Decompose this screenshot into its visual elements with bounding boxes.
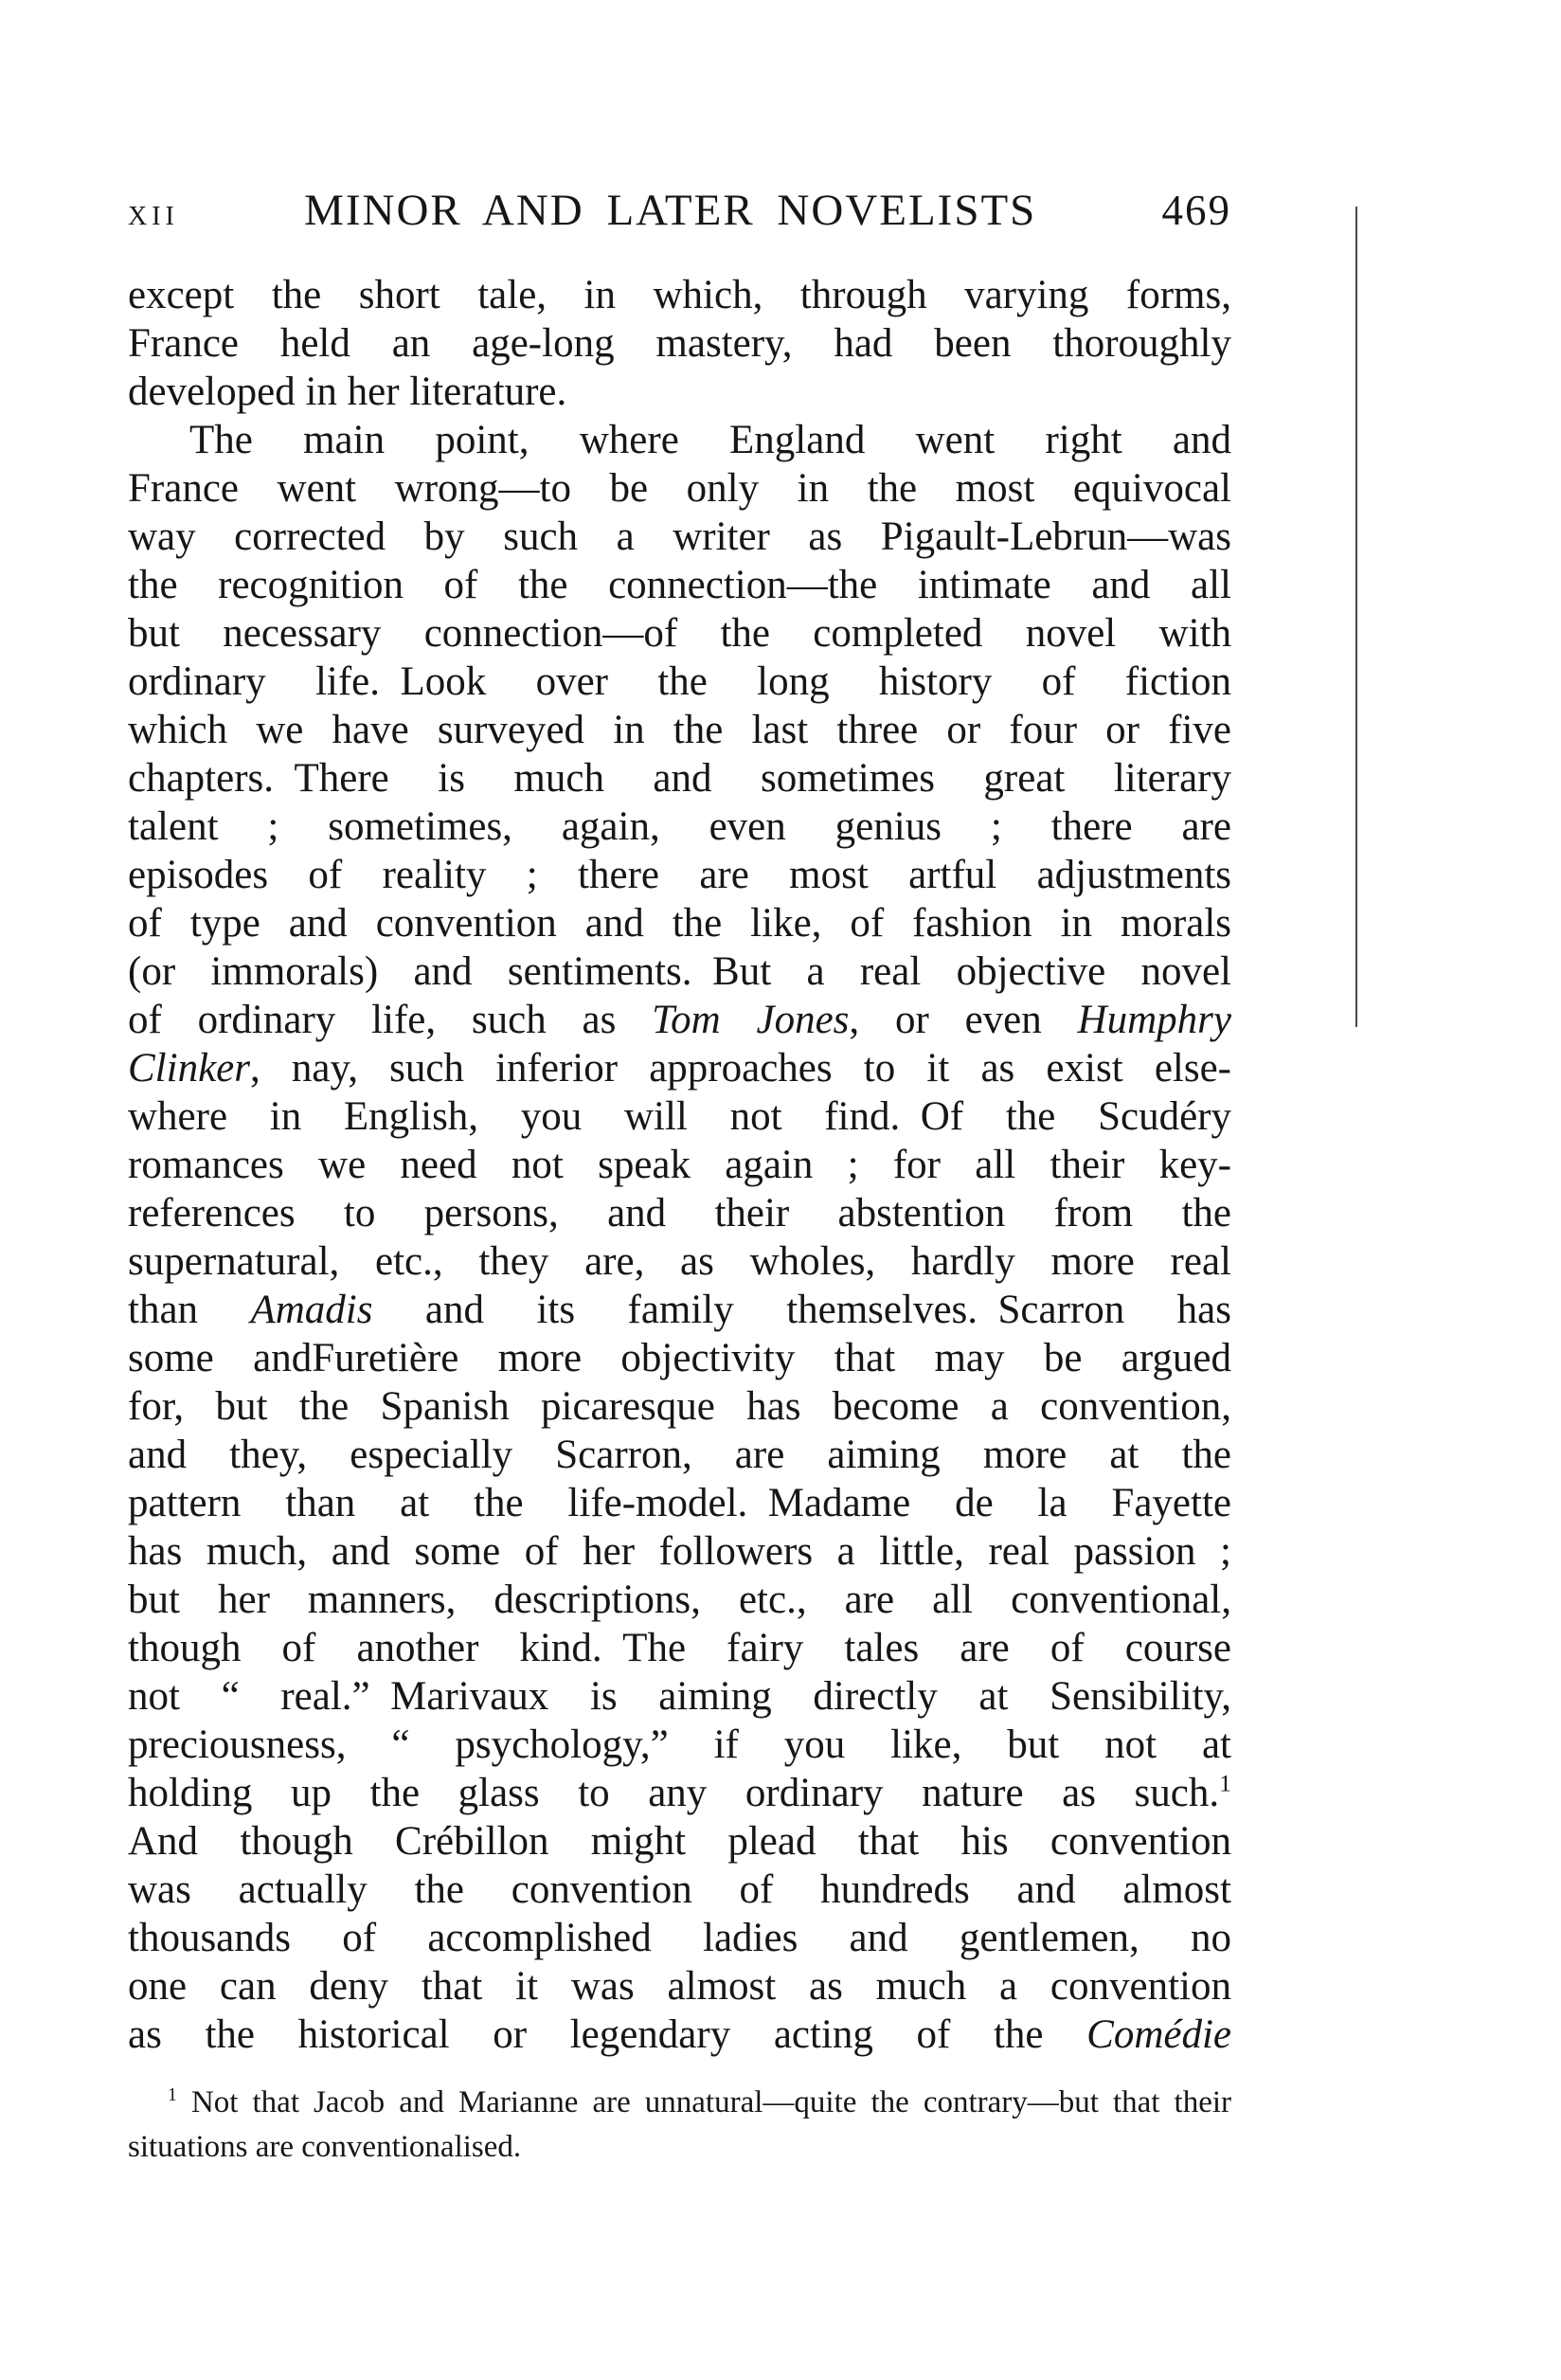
text-segment: chapters. There is much and sometimes great literary — [128, 756, 1231, 801]
text-segment: pattern than at the life-model. Madame de la Fayette — [128, 1481, 1231, 1525]
text-segment: , or even — [849, 998, 1078, 1042]
text-line — [128, 1817, 1231, 1866]
text-line — [128, 561, 1231, 609]
text-segment: The main point, where England went right and — [189, 418, 1231, 462]
text-line — [128, 899, 1231, 947]
text-line — [128, 1286, 1231, 1334]
superscript-ref: 1 — [168, 2084, 177, 2105]
text-line — [128, 1866, 1231, 1914]
text-line — [128, 1431, 1231, 1479]
text-line — [128, 464, 1231, 513]
text-segment: episodes of reality ; there are most artful adjustments — [128, 853, 1231, 897]
text-segment: has much, and some of her followers a little, real passion ; — [128, 1529, 1231, 1574]
text-line — [128, 609, 1231, 658]
text-segment: one can deny that it was almost as much a convention — [128, 1964, 1231, 2009]
text-segment: of type and convention and the like, of fashion in morals — [128, 901, 1231, 946]
text-segment: for, but the Spanish picaresque has become a convention, — [128, 1384, 1231, 1429]
italic-text-segment: Comédie — [1086, 2012, 1231, 2057]
scan-artifact-line — [1355, 207, 1357, 1027]
text-line — [128, 1044, 1231, 1092]
text-line — [128, 1092, 1231, 1141]
italic-text-segment: Amadis — [250, 1288, 373, 1332]
text-segment: than — [128, 1288, 251, 1332]
text-segment: and they, especially Scarron, are aiming more at the — [128, 1433, 1231, 1477]
text-line — [128, 1769, 1231, 1817]
text-segment: holding up the glass to any ordinary nature as such. — [128, 1771, 1220, 1815]
running-header — [128, 186, 1231, 242]
chapter-number: XII — [128, 202, 179, 231]
text-segment: as the historical or legendary acting of the — [128, 2012, 1087, 2057]
text-line — [128, 1237, 1231, 1286]
text-line — [128, 319, 1231, 368]
text-segment: except the short tale, in which, through varying forms, — [128, 273, 1231, 317]
text-line — [128, 1624, 1231, 1672]
text-line — [128, 2010, 1231, 2059]
text-segment: romances we need not speak again ; for all their key- — [128, 1143, 1231, 1187]
text-segment: was actually the convention of hundreds and almost — [128, 1867, 1231, 1912]
text-segment: France went wrong—to be only in the most equivocal — [128, 466, 1231, 511]
text-segment: thousands of accomplished ladies and gentlemen, no — [128, 1916, 1231, 1960]
text-line — [128, 368, 1231, 416]
text-line — [128, 1527, 1231, 1576]
text-segment: , nay, such inferior approaches to it as exist else- — [249, 1046, 1231, 1091]
text-segment: supernatural, etc., they are, as wholes, hardly more real — [128, 1239, 1231, 1284]
text-line — [128, 658, 1231, 706]
text-line — [128, 1576, 1231, 1624]
text-segment: the recognition of the connection—the intimate and all — [128, 563, 1231, 607]
text-line — [128, 1141, 1231, 1189]
body-text — [128, 271, 1231, 2059]
text-segment: France held an age-long mastery, had been thoroughly — [128, 321, 1231, 366]
text-segment: where in English, you will not find. Of the Scudéry — [128, 1094, 1231, 1139]
text-segment: not “ real.” Marivaux is aiming directly at Sensibility, — [128, 1674, 1231, 1719]
footnote-line — [128, 2125, 1231, 2170]
text-line — [128, 1479, 1231, 1527]
text-line — [128, 1189, 1231, 1237]
text-line — [128, 947, 1231, 996]
text-line — [128, 271, 1231, 319]
text-segment: preciousness, “ psychology,” if you like, but not at — [128, 1722, 1231, 1767]
text-segment: And though Crébillon might plead that his convention — [128, 1819, 1231, 1864]
text-segment: which we have surveyed in the last three or four or five — [128, 708, 1231, 752]
text-segment: of ordinary life, such as — [128, 998, 653, 1042]
italic-text-segment: Tom Jones — [652, 998, 850, 1042]
italic-text-segment: Clinker — [128, 1046, 250, 1091]
text-segment: but necessary connection—of the completed novel with — [128, 611, 1231, 656]
text-line — [128, 416, 1231, 464]
text-segment: though of another kind. The fairy tales are of course — [128, 1626, 1231, 1670]
footnote — [128, 2081, 1231, 2170]
text-segment: but her manners, descriptions, etc., are all conventional, — [128, 1578, 1231, 1622]
italic-text-segment: Humphry — [1077, 998, 1231, 1042]
page-title: MINOR AND LATER NOVELISTS — [304, 186, 1037, 235]
text-line — [128, 851, 1231, 899]
text-line — [128, 754, 1231, 802]
text-segment: talent ; sometimes, again, even genius ; there are — [128, 804, 1231, 849]
text-line — [128, 1962, 1231, 2010]
text-segment: some andFuretière more objectivity that may be argued — [128, 1336, 1231, 1380]
text-segment: ordinary life. Look over the long history of fiction — [128, 659, 1231, 704]
text-line — [128, 513, 1231, 561]
text-segment: (or immorals) and sentiments. But a real objective novel — [128, 949, 1231, 994]
text-segment: way corrected by such a writer as Pigault-Lebrun—was — [128, 514, 1231, 559]
text-line — [128, 996, 1231, 1044]
text-line — [128, 1914, 1231, 1962]
footnote-line — [128, 2081, 1231, 2125]
text-segment: Not that Jacob and Marianne are unnatural—quite the contrary—but that their — [176, 2085, 1231, 2119]
text-line — [128, 802, 1231, 851]
text-segment: references to persons, and their abstention from the — [128, 1191, 1231, 1235]
text-line — [128, 1721, 1231, 1769]
page-number: 469 — [1161, 187, 1231, 234]
text-segment: situations are conventionalised. — [128, 2130, 522, 2164]
text-line — [128, 1334, 1231, 1382]
superscript-ref: 1 — [1219, 1769, 1231, 1797]
text-line — [128, 1672, 1231, 1721]
text-segment: and its family themselves. Scarron has — [372, 1288, 1231, 1332]
text-line — [128, 706, 1231, 754]
text-segment: developed in her literature. — [128, 370, 567, 414]
text-line — [128, 1382, 1231, 1431]
